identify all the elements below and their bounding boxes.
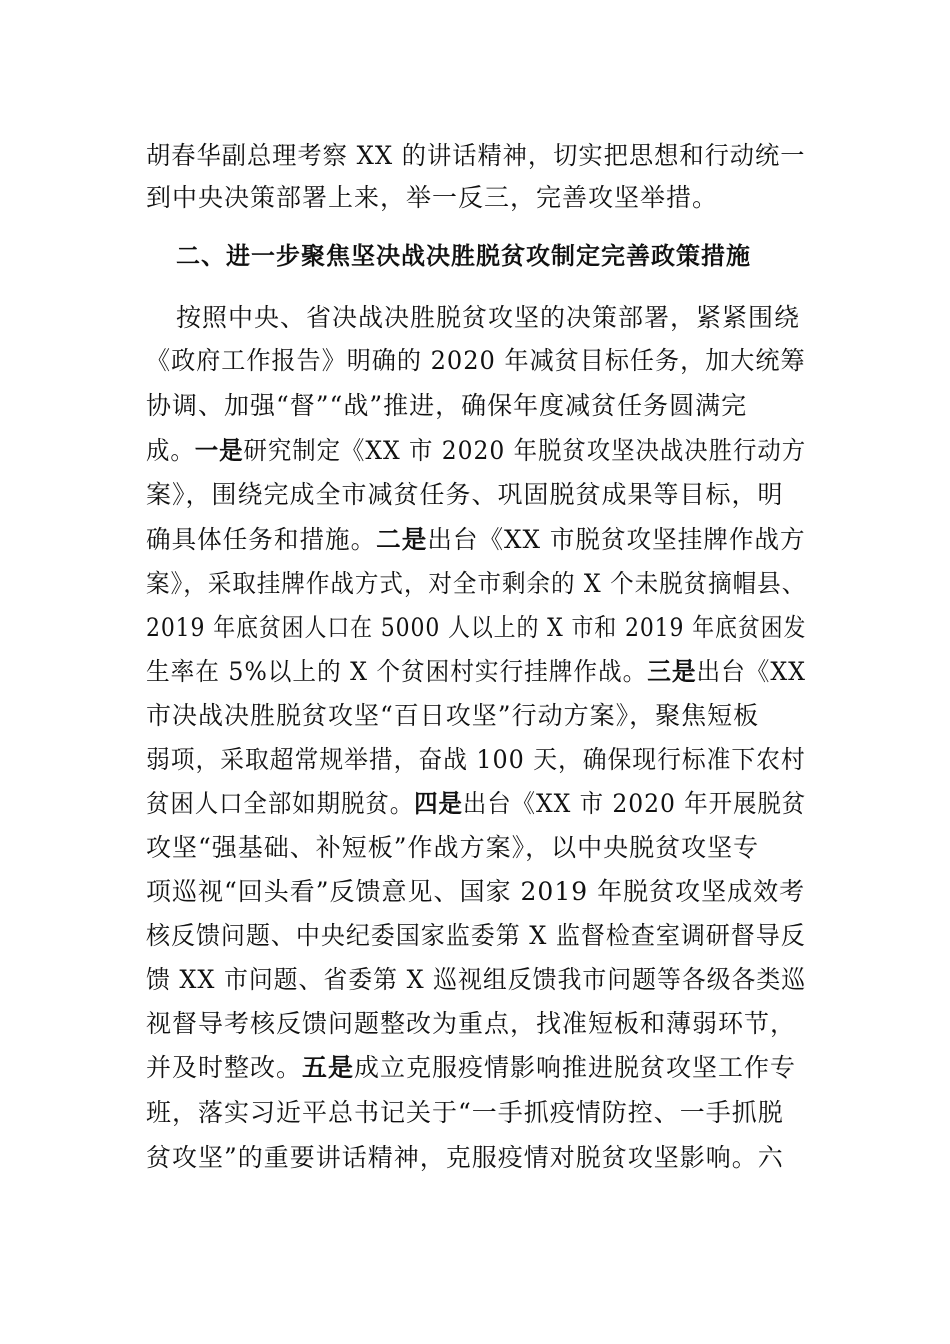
emphasis-label: 三是	[647, 657, 697, 686]
text-line	[146, 835, 759, 860]
emphasis-label: 一是	[194, 436, 244, 465]
text-line	[146, 1011, 796, 1036]
text-run: 视督导考核反馈问题整改为重点，找准短板和薄弱环节，	[146, 1009, 797, 1038]
text-run: 核反馈问题、中央纪委国家监委第 X 监督检查室调研督导反	[146, 921, 806, 950]
text-run: 按照中央、省决战决胜脱贫攻坚的决策部署，紧紧围绕	[176, 303, 801, 332]
text-line	[146, 747, 806, 772]
text-line	[146, 393, 747, 418]
text-line	[146, 791, 806, 816]
text-run: 案》，围绕完成全市减贫任务、巩固脱贫成果等目标，明	[146, 480, 784, 509]
text-line	[146, 438, 806, 463]
text-line	[146, 659, 806, 684]
text-run: 出台《XX	[696, 657, 806, 686]
emphasis-label: 二是	[376, 525, 428, 554]
text-line	[146, 923, 806, 948]
text-run: 市决战决胜脱贫攻坚“百日攻坚”行动方案》，聚焦短板	[146, 701, 760, 730]
text-run: 出台《XX 市脱贫攻坚挂牌作战方	[427, 525, 806, 554]
text-run: 《政府工作报告》明确的 2020 年减贫目标任务，加大统筹	[146, 346, 806, 375]
text-run: 生率在 5%以上的 X 个贫困村实行挂牌作战。	[146, 657, 648, 686]
text-run: 协调、加强“督”“战”推进，确保年度减贫任务圆满完	[146, 391, 748, 420]
text-line	[146, 879, 805, 904]
text-run: 案》，采取挂牌作战方式，对全市剩余的 X 个未脱贫摘帽县、	[146, 569, 807, 598]
emphasis-label: 四是	[414, 789, 463, 818]
text-run: 馈 XX 市问题、省委第 X 巡视组反馈我市问题等各级各类巡	[146, 965, 807, 994]
text-line	[146, 348, 806, 373]
text-run: 胡春华副总理考察 XX 的讲话精神，切实把思想和行动统一	[146, 141, 806, 170]
text-run: 成立克服疫情影响推进脱贫攻坚工作专	[354, 1053, 797, 1082]
text-run: 攻坚“强基础、补短板”作战方案》，以中央脱贫攻坚专	[146, 833, 760, 862]
text-line	[146, 527, 806, 552]
text-line	[146, 703, 759, 728]
text-run: 研究制定《XX 市 2020 年脱贫攻坚决战决胜行动方	[243, 436, 807, 465]
text-line	[146, 615, 806, 640]
text-run: 贫困人口全部如期脱贫。	[146, 789, 415, 818]
text-line	[146, 967, 806, 992]
text-line	[146, 571, 806, 596]
text-run: 2019 年底贫困人口在 5000 人以上的 X 市和 2019 年底贫困发	[146, 613, 807, 642]
text-run: 确具体任务和措施。	[146, 525, 377, 554]
text-line	[146, 143, 806, 168]
text-run: 项巡视“回头看”反馈意见、国家 2019 年脱贫攻坚成效考	[146, 877, 806, 906]
text-run: 二、进一步聚焦坚决战决胜脱贫攻制定完善政策措施	[176, 242, 751, 270]
text-run: 到中央决策部署上来，举一反三，完善攻坚举措。	[146, 183, 719, 212]
text-line	[146, 1145, 784, 1170]
text-run: 贫攻坚”的重要讲话精神，克服疫情对脱贫攻坚影响。六	[146, 1143, 784, 1172]
section-heading	[176, 244, 751, 268]
text-run: 出台《XX 市 2020 年开展脱贫	[462, 789, 807, 818]
text-line	[146, 185, 718, 210]
text-run: 成。	[146, 436, 195, 465]
text-line	[176, 305, 800, 330]
text-run: 弱项，采取超常规举措，奋战 100 天，确保现行标准下农村	[146, 745, 806, 774]
emphasis-label: 五是	[302, 1053, 355, 1082]
text-line	[146, 482, 784, 507]
text-run: 班，落实习近平总书记关于“一手抓疫情防控、一手抓脱	[146, 1098, 784, 1127]
text-line	[146, 1100, 784, 1125]
text-line	[146, 1055, 796, 1080]
text-run: 并及时整改。	[146, 1053, 303, 1082]
